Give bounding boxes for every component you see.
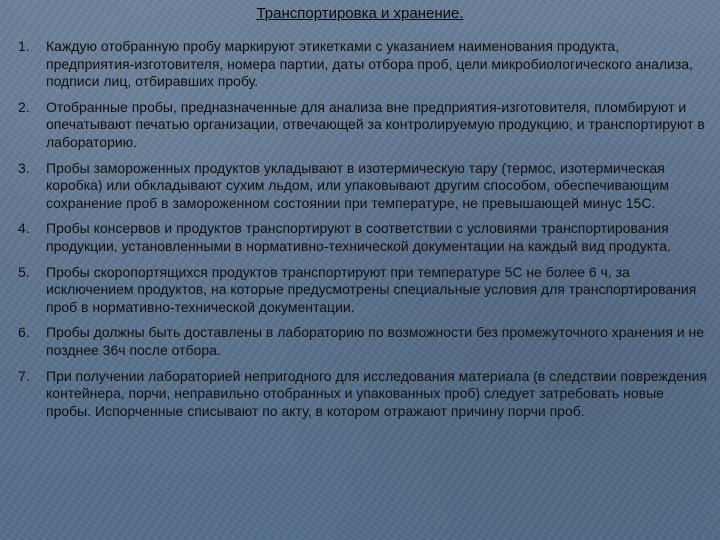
item-text: Пробы должны быть доставлены в лабораторию по возможности без промежуточного хранения и не позднее 36ч после отбора. [46, 324, 705, 358]
list-item [18, 220, 708, 255]
list-item [18, 264, 708, 317]
slide-title: Транспортировка и хранение. [256, 5, 464, 22]
numbered-list [18, 38, 708, 428]
item-number: 3. [18, 159, 30, 176]
list-item [18, 160, 708, 213]
item-text: Пробы консервов и продуктов транспортируют в соответствии с условиями транспортирования продукции, установленными в нормативно-технической документации на каждый вид продукта. [46, 220, 671, 254]
item-number: 4. [18, 220, 30, 237]
item-text: Пробы замороженных продуктов укладывают в изотермическую тару (термос, изотермическая коробка) или обкладывают сухим льдом, или упаковывают другим способом, обеспечивающим сохранение проб в замороженном состоянии при температуре, не превышающей минус 15С. [46, 159, 670, 211]
item-number: 1. [18, 38, 30, 54]
item-number: 2. [18, 98, 30, 115]
item-text: Пробы скоропортящихся продуктов транспортируют при температуре 5С не более 6 ч, за исключением продуктов, на которые предусмотрены специальные условия для транспортирования проб в нормативно-технической документации. [46, 263, 697, 315]
item-number: 7. [18, 367, 30, 384]
item-text: При получении лабораторией непригодного для исследования материала (в следствии повреждения контейнера, порчи, неправильно отобранных и упакованных проб) следует затребовать новые пробы. Испорченные списывают по акту, в котором отражают причину порчи проб. [46, 367, 708, 419]
item-text: Каждую отобранную пробу маркируют этикетками с указанием наименования продукта, предприятия-изготовителя, номера партии, даты отбора проб, цели микробиологического анализа, подписи лиц, отбиравших пробу. [46, 38, 693, 90]
list-item [18, 99, 708, 152]
list-item [18, 38, 708, 91]
item-text: Отобранные пробы, предназначенные для анализа вне предприятия-изготовителя, пломбируют и опечатывают печатью организации, отвечающей за контролируемую продукцию, и транспортируют в лабораторию. [46, 98, 705, 150]
list-item [18, 368, 708, 421]
list-item [18, 324, 708, 359]
item-number: 5. [18, 263, 30, 280]
item-number: 6. [18, 324, 30, 341]
